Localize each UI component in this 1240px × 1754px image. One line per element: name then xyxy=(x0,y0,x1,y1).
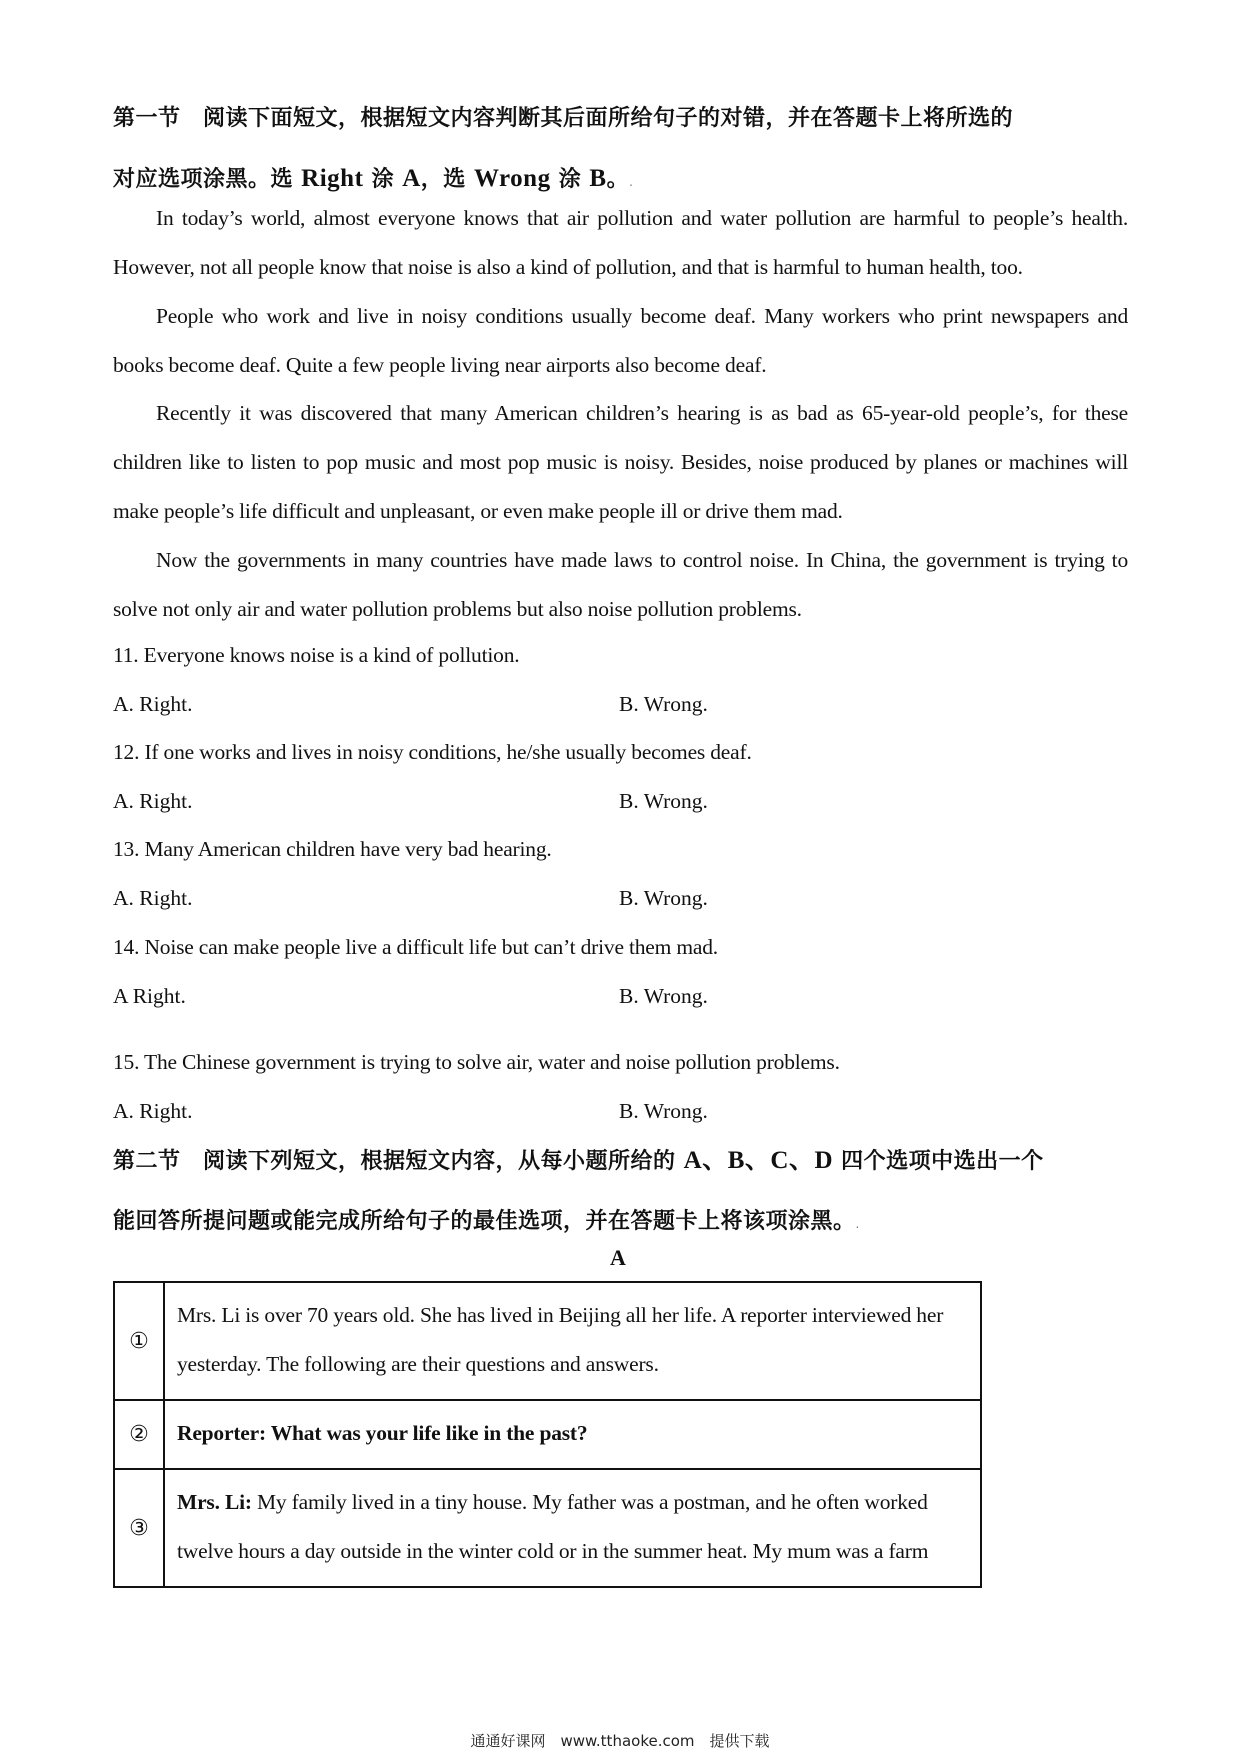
answer-text: My family lived in a tiny house. My father was a postman, and he often worked twelve hours a day outside in the winter cold or in the summer heat. My mum was a farm xyxy=(177,1490,929,1563)
question-11-option-b[interactable]: B. Wrong. xyxy=(619,692,708,716)
question-12: 12. If one works and lives in noisy conditions, he/she usually becomes deaf. xyxy=(113,740,752,764)
speaker-label: Mrs. Li: xyxy=(177,1490,252,1514)
question-13-option-a[interactable]: A. Right. xyxy=(113,886,193,910)
question-14-option-a[interactable]: A Right. xyxy=(113,984,186,1008)
question-14-option-b[interactable]: B. Wrong. xyxy=(619,984,708,1008)
question-14: 14. Noise can make people live a difficult life but can’t drive them mad. xyxy=(113,935,718,959)
passage-paragraph-2: People who work and live in noisy conditions usually become deaf. Many workers who print newspapers and books become deaf. Quite a few people living near airports also become deaf. xyxy=(113,304,1128,377)
row-text xyxy=(164,1469,981,1587)
section1-heading-line1: 第一节 阅读下面短文，根据短文内容判断其后面所给句子的对错，并在答题卡上将所选的 xyxy=(113,106,1014,131)
section2-heading-line2: 能回答所提问题或能完成所给句子的最佳选项，并在答题卡上将该项涂黑。. xyxy=(113,1209,860,1234)
passage-letter: A xyxy=(610,1245,626,1270)
section2-heading-line1: 第二节 阅读下列短文，根据短文内容，从每小题所给的 A、B、C、D 四个选项中选出一个 xyxy=(113,1147,1044,1174)
question-11: 11. Everyone knows noise is a kind of pollution. xyxy=(113,643,520,667)
section2-heading xyxy=(113,1131,1128,1254)
row-text: Mrs. Li is over 70 years old. She has lived in Beijing all her life. A reporter interviewed her yesterday. The following are their questions and answers. xyxy=(164,1282,981,1400)
table-row xyxy=(114,1282,981,1400)
row-number: ① xyxy=(114,1282,164,1400)
row-number: ③ xyxy=(114,1469,164,1587)
page-footer: 通通好课网 www.tthaoke.com 提供下载 xyxy=(470,1732,770,1750)
table-row xyxy=(114,1400,981,1469)
question-15-option-b[interactable]: B. Wrong. xyxy=(619,1099,708,1123)
table-row xyxy=(114,1469,981,1587)
passage-paragraph-1: In today’s world, almost everyone knows that air pollution and water pollution are harmful to people’s health. However, not all people know that noise is also a kind of pollution, and that is harmful to human health, too. xyxy=(113,206,1128,279)
reporter-question: Reporter: What was your life like in the past? xyxy=(164,1400,981,1469)
row-number: ② xyxy=(114,1400,164,1469)
passage-paragraph-4: Now the governments in many countries have made laws to control noise. In China, the government is trying to solve not only air and water pollution problems but also noise pollution problems. xyxy=(113,548,1128,621)
question-15: 15. The Chinese government is trying to solve air, water and noise pollution problems. xyxy=(113,1050,840,1074)
question-12-option-a[interactable]: A. Right. xyxy=(113,789,193,813)
passage-paragraph-3: Recently it was discovered that many American children’s hearing is as bad as 65-year-old people’s, for these children like to listen to pop music and most pop music is noisy. Besides, noise produced by planes or machines will make people’s life difficult and unpleasant, or even make people ill or drive them mad. xyxy=(113,401,1128,523)
question-11-option-a[interactable]: A. Right. xyxy=(113,692,193,716)
passage-table xyxy=(113,1281,982,1588)
question-12-option-b[interactable]: B. Wrong. xyxy=(619,789,708,813)
section1-heading-line2: 对应选项涂黑。选 Right 涂 A，选 Wrong 涂 B。. xyxy=(113,165,634,192)
question-15-option-a[interactable]: A. Right. xyxy=(113,1099,193,1123)
question-13: 13. Many American children have very bad hearing. xyxy=(113,837,552,861)
question-13-option-b[interactable]: B. Wrong. xyxy=(619,886,708,910)
